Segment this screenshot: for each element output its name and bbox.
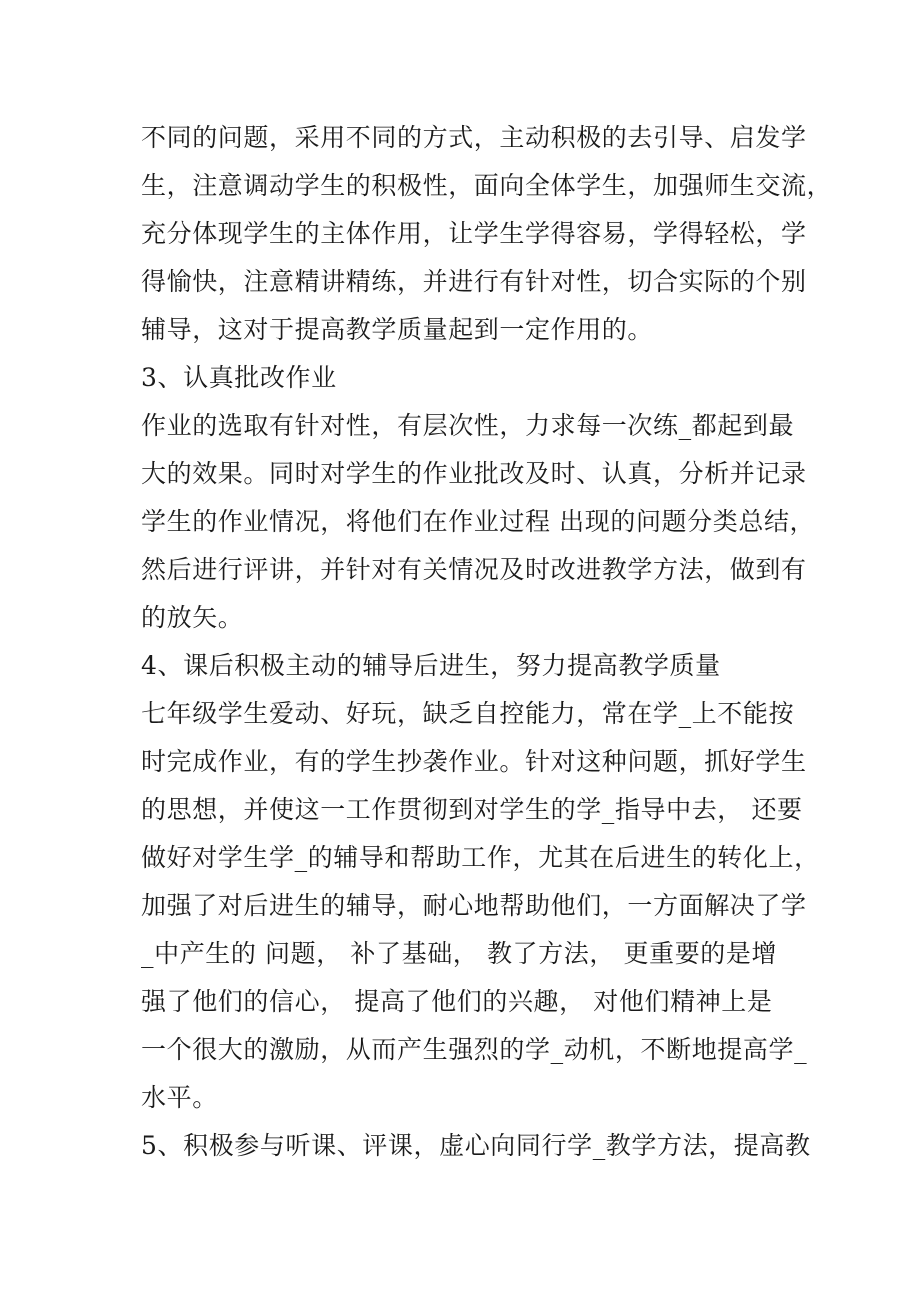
text-line: 一个很大的激励，从而产生强烈的学_动机，不断地提高学_ [141, 1035, 808, 1064]
text-line: 作业的选取有针对性，有层次性，力求每一次练_都起到最 [141, 411, 795, 440]
text-line: 不同的问题，采用不同的方式，主动积极的去引导、启发学 [141, 123, 807, 152]
section-heading-3: 3、认真批改作业 [141, 363, 337, 392]
text-line: 充分体现学生的主体作用，让学生学得容易，学得轻松，学 [141, 219, 807, 248]
text-line: 生，注意调动学生的积极性，面向全体学生，加强师生交流， [141, 171, 833, 200]
text-line: 水平。 [141, 1083, 218, 1112]
text-line: 做好对学生学_的辅导和帮助工作，尤其在后进生的转化上， [141, 843, 820, 872]
section-heading-4: 4、课后积极主动的辅导后进生，努力提高教学质量 [141, 651, 721, 680]
text-line: 的思想，并使这一工作贯彻到对学生的学_指导中去， 还要 [141, 795, 803, 824]
text-line: 的放矢。 [141, 603, 244, 632]
text-line: 时完成作业，有的学生抄袭作业。针对这种问题，抓好学生 [141, 747, 807, 776]
text-line: _中产生的 问题， 补了基础， 教了方法， 更重要的是增 [141, 939, 778, 968]
text-line: 加强了对后进生的辅导，耐心地帮助他们，一方面解决了学 [141, 891, 807, 920]
text-line: 强了他们的信心， 提高了他们的兴趣， 对他们精神上是 [141, 987, 773, 1016]
text-line: 辅导，这对于提高教学质量起到一定作用的。 [141, 315, 654, 344]
text-line: 得愉快，注意精讲精练，并进行有针对性，切合实际的个别 [141, 267, 807, 296]
text-line: 学生的作业情况，将他们在作业过程 出现的问题分类总结， [141, 507, 816, 536]
section-heading-5: 5、积极参与听课、评课，虚心向同行学_教学方法，提高教 [141, 1131, 811, 1160]
text-line: 然后进行评讲，并针对有关情况及时改进教学方法，做到有 [141, 555, 807, 584]
text-line: 大的效果。同时对学生的作业批改及时、认真，分析并记录 [141, 459, 807, 488]
text-line: 七年级学生爱动、好玩，缺乏自控能力，常在学_上不能按 [141, 699, 795, 728]
